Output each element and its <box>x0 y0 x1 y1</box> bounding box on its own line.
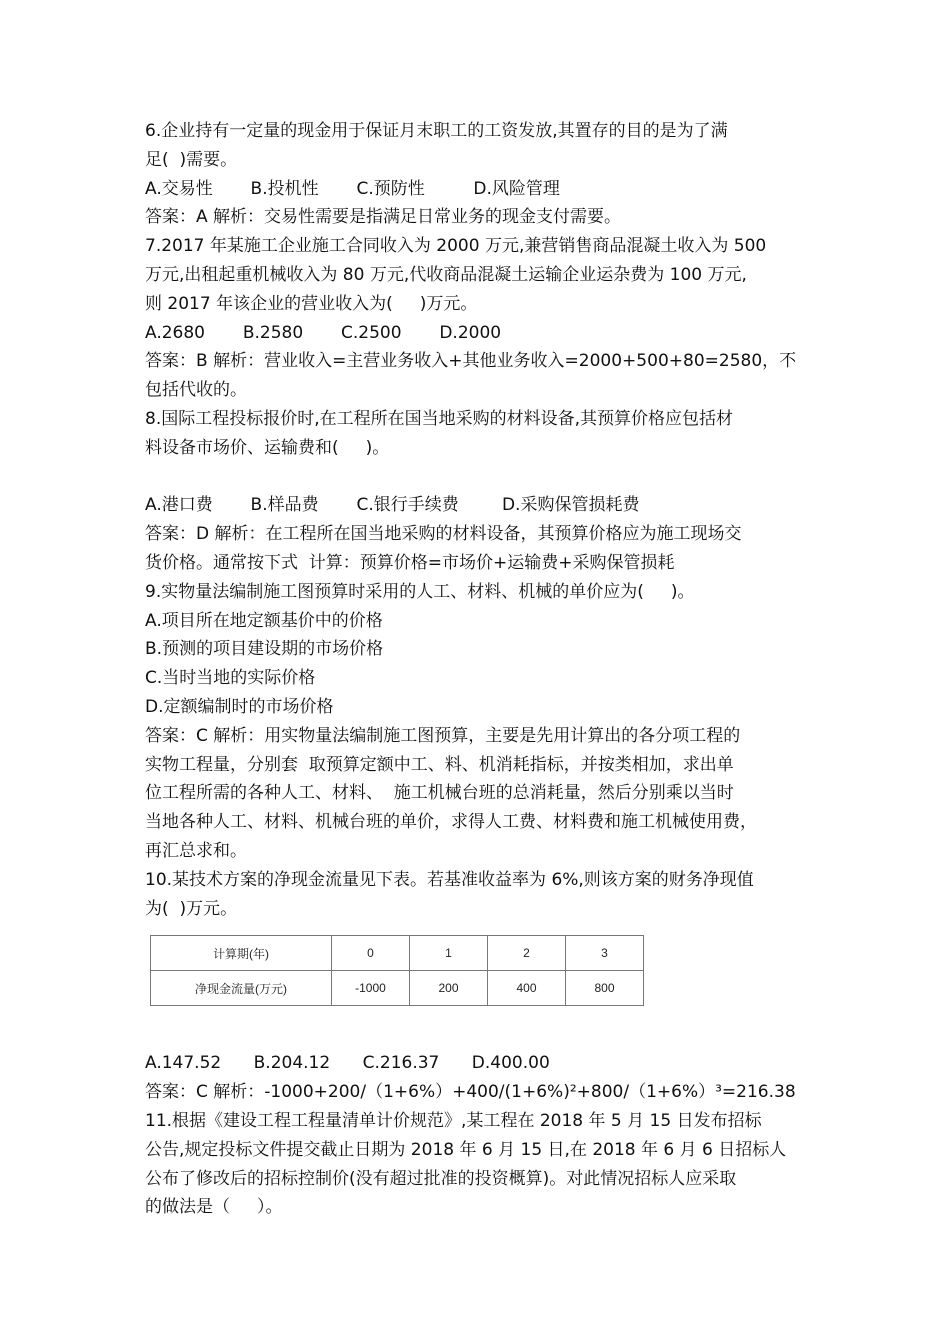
table-cell: 0 <box>332 936 410 971</box>
table-cell: 800 <box>566 971 644 1006</box>
question-7-answer-line-1: 答案：B 解析：营业收入=主营业务收入+其他业务收入=2000+500+80=2580，不 <box>145 351 797 372</box>
question-10-options: A.147.52 B.204.12 C.216.37 D.400.00 <box>145 1053 550 1074</box>
question-9-answer-line-5: 再汇总求和。 <box>145 840 247 861</box>
question-6-options: A.交易性 B.投机性 C.预防性 D.风险管理 <box>145 178 560 199</box>
question-10-answer: 答案：C 解析：-1000+200/（1+6%）+400/(1+6%)²+800/（1+6%）³=216.38 <box>145 1082 796 1103</box>
table-cell: 2 <box>488 936 566 971</box>
question-9-stem: 9.实物量法编制施工图预算时采用的人工、材料、机械的单价应为( )。 <box>145 581 695 602</box>
question-8-stem-line-1: 8.国际工程投标报价时,在工程所在国当地采购的材料设备,其预算价格应包括材 <box>145 408 734 429</box>
question-8-stem-line-2: 料设备市场价、运输费和( )。 <box>145 437 390 458</box>
question-9-answer-line-3: 位工程所需的各种人工、材料、 施工机械台班的总消耗量，然后分别乘以当时 <box>145 783 734 804</box>
question-6-stem-line-1: 6.企业持有一定量的现金用于保证月末职工的工资发放,其置存的目的是为了满 <box>145 121 728 141</box>
question-11-stem-line-4: 的做法是（ ）。 <box>145 1197 283 1218</box>
question-11-stem-line-3: 公布了修改后的招标控制价(没有超过批准的投资概算)。对此情况招标人应采取 <box>145 1168 737 1189</box>
question-11-stem-line-2: 公告,规定投标文件提交截止日期为 2018 年 6 月 15 日,在 2018 年 6 月 6 日招标人 <box>145 1139 787 1160</box>
question-7-stem-line-1: 7.2017 年某施工企业施工合同收入为 2000 万元,兼营销售商品混凝土收入为 500 <box>145 236 767 257</box>
question-10-stem-line-1: 10.某技术方案的净现金流量见下表。若基准收益率为 6%,则该方案的财务净现值 <box>145 869 754 890</box>
cash-flow-table <box>150 935 644 1006</box>
question-10-stem-line-2: 为( )万元。 <box>145 898 238 919</box>
question-7-stem-line-3: 则 2017 年该企业的营业收入为( )万元。 <box>145 293 478 314</box>
table-cell: 400 <box>488 971 566 1006</box>
question-11-stem-line-1: 11.根据《建设工程工程量清单计价规范》,某工程在 2018 年 5 月 15 日发布招标 <box>145 1110 762 1131</box>
blank-line <box>145 463 810 492</box>
question-9-option-d: D.定额编制时的市场价格 <box>145 696 334 717</box>
table-cell: 净现金流量(万元) <box>151 971 332 1006</box>
question-9-answer-line-4: 当地各种人工、材料、机械台班的单价，求得人工费、材料费和施工机械使用费， <box>145 812 757 833</box>
question-9-option-a: A.项目所在地定额基价中的价格 <box>145 610 383 631</box>
question-9-option-b: B.预测的项目建设期的市场价格 <box>145 639 384 660</box>
question-7-stem-line-2: 万元,出租起重机械收入为 80 万元,代收商品混凝土运输企业运杂费为 100 万元, <box>145 264 747 285</box>
question-8-answer-line-2: 货价格。通常按下式 计算：预算价格=市场价+运输费+采购保管损耗 <box>145 552 675 573</box>
table-cell: 3 <box>566 936 644 971</box>
question-9-answer-line-2: 实物工程量，分别套 取预算定额中工、料、机消耗指标，并按类相加，求出单 <box>145 754 734 775</box>
question-9-option-c: C.当时当地的实际价格 <box>145 668 316 689</box>
table-header-row <box>151 936 644 971</box>
table-cell: 计算期(年) <box>151 936 332 971</box>
question-8-answer-line-1: 答案：D 解析：在工程所在国当地采购的材料设备，其预算价格应为施工现场交 <box>145 524 742 545</box>
document-page <box>145 117 810 1222</box>
question-7-answer-line-2: 包括代收的。 <box>145 380 247 401</box>
question-6-answer: 答案：A 解析：交易性需要是指满足日常业务的现金支付需要。 <box>145 207 622 228</box>
table-cell: 200 <box>410 971 488 1006</box>
question-9-answer-line-1: 答案：C 解析：用实物量法编制施工图预算，主要是先用计算出的各分项工程的 <box>145 725 741 746</box>
question-6-stem-line-2: 足( )需要。 <box>145 149 238 170</box>
table-row <box>151 971 644 1006</box>
table-cell: 1 <box>410 936 488 971</box>
question-7-options: A.2680 B.2580 C.2500 D.2000 <box>145 322 502 343</box>
table-cell: -1000 <box>332 971 410 1006</box>
question-8-options: A.港口费 B.样品费 C.银行手续费 D.采购保管损耗费 <box>145 495 640 516</box>
